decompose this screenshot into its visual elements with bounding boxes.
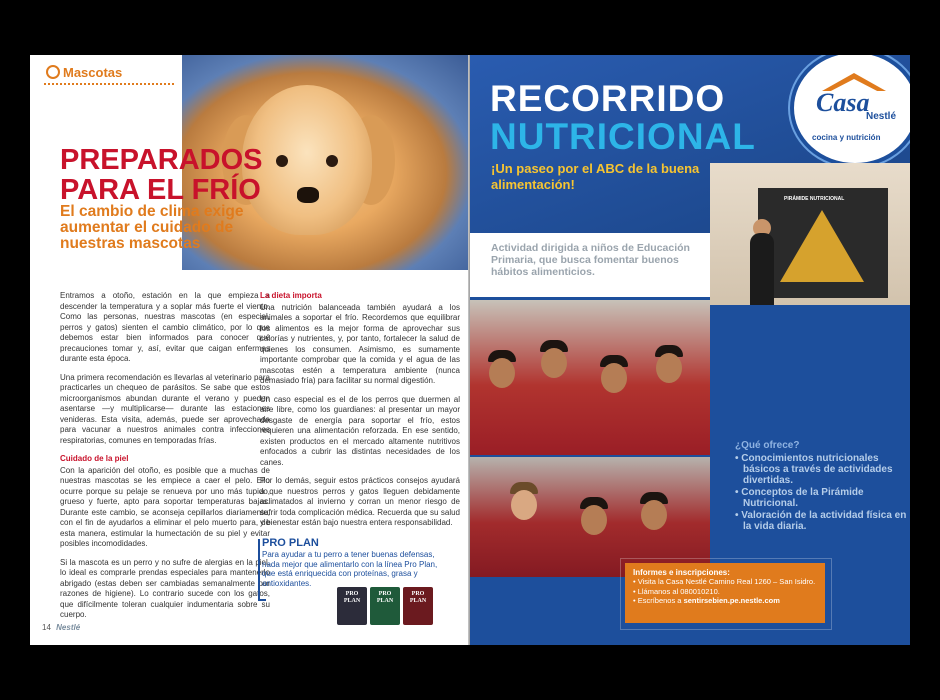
website-link[interactable]: sentirsebien.pe.nestle.com (683, 596, 780, 605)
section-tag (46, 65, 122, 80)
list-item: • Conocimientos nutricionales básicos a través de actividades divertidas. (735, 453, 893, 486)
info-heading: Informes e inscripciones: (633, 568, 730, 577)
nestle-logo: Nestlé (56, 623, 81, 632)
info-prefix: • Escríbenos a (633, 596, 684, 605)
paragraph: Por lo demás, seguir estos prácticos consejos ayudará a que nuestros perros y gatos lleguen debidamente aclimatados al invierno y corran un menor riesgo de sufrir toda complicación médica. Recuerda que su salud y bienestar están bajo nuestra entera responsabilidad. (260, 476, 460, 527)
info-line (633, 596, 817, 606)
paragraph: Si la mascota es un perro y no sufre de alergias en la piel, lo ideal es comprarle prendas especiales para mantenerlo abrigado (estas deben ser cambiadas semanalmente por razones de higiene). Lo contrario sucede con los gatos, que difícilmente toleran cualquier indumentaria sobre su cuerpo. (60, 557, 270, 619)
info-line: • Llámanos al 080010210. (633, 586, 720, 596)
logo-subtitle: cocina y nutrición (812, 133, 881, 142)
paragraph: Con la aparición del otoño, es posible que a muchas de nuestras mascotas se les empiece a caer el pelo. Ello ocurre porque su pelaje se renueva por uno más tupido, grueso y fuerte, apto para soportar temperaturas bajas. Durante este cambio, se aconseja cepillarlos diariamente, con el fin de ayudarlos a eliminar el pelo muerto para, de esta manera, estimular la humectación de su piel y evitar posibles incomodidades. (60, 465, 270, 548)
teacher-figure (750, 233, 774, 305)
bag-label: PRO PLAN (343, 591, 361, 604)
proplan-text: Para ayudar a tu perro a tener buenas defensas, nada mejor que alimentarlo con la línea Pro Plan, que está enriquecida con proteínas, grasa y antioxidantes. (262, 550, 438, 588)
child-face (601, 363, 627, 393)
offers-list (735, 453, 910, 532)
paragraph: Una nutrición balanceada también ayudará a los animales a soportar el frío. Recordemos que equilibrar los alimentos es la mejor forma de aprovechar sus calorías y nutrientes, y, por tanto, fortalecer la salud de quienes los consumen. Asimismo, es sumamente importante comprobar que la comida y el agua de las mascotas estén a temperatura ambiente (nunca demasiado fría) para facilitar su normal digestión. (260, 302, 460, 385)
info-box (625, 563, 825, 623)
section-heading: La dieta importa (260, 291, 322, 300)
text-column-2 (260, 291, 460, 537)
pyramid-board (758, 188, 888, 298)
teacher-pyramid-photo (710, 163, 910, 305)
section-heading: Cuidado de la piel (60, 454, 129, 463)
food-pyramid (780, 210, 864, 282)
page-number: 14 (42, 623, 51, 632)
article-subtitle: El cambio de clima exige aumentar el cuidado de nuestras mascotas (60, 203, 244, 252)
bag-label: PRO PLAN (409, 591, 427, 604)
paragraph: Una primera recomendación es llevarlas al veterinario para practicarles un chequeo de parásitos. Se sabe que estos microorganismos abundan durante el verano y pueden asentarse —y multiplicarse— durante las estaciones venideras. Esta visita, además, puede ser aprovechada para vacunar a nuestros animales contra infecciones respiratorias, comunes en temporadas frías. (60, 372, 270, 445)
text-column-1 (60, 291, 270, 629)
list-item: • Valoración de la actividad física en la vida diaria. (735, 510, 907, 532)
proplan-bag (337, 587, 367, 625)
intro-text: Actividad dirigida a niños de Educación Primaria, que busca fomentar buenos hábitos alimenticios. (491, 242, 690, 278)
child-face (656, 353, 682, 383)
bracket-decoration (258, 539, 266, 601)
logo-casa-text: Casa (816, 88, 870, 117)
puppy-eye (326, 155, 338, 167)
logo-nestle-text: Nestlé (866, 111, 897, 122)
puppy-nose (297, 187, 319, 203)
teacher-face (511, 490, 537, 520)
child-face (489, 358, 515, 388)
title-line-1: RECORRIDO (490, 78, 726, 119)
child-face (541, 348, 567, 378)
proplan-bag (370, 587, 400, 625)
info-line: • Visita la Casa Nestlé Camino Real 1260 – San Isidro. (633, 577, 816, 586)
title-line-2: NUTRICIONAL (490, 116, 756, 157)
proplan-bag (403, 587, 433, 625)
list-item: • Conceptos de la Pirámide Nutricional. (735, 487, 864, 509)
proplan-title: PRO PLAN (262, 537, 319, 549)
tagline: ¡Un paseo por el ABC de la buena alimentación! (491, 161, 700, 192)
proplan-ad (262, 537, 467, 633)
children-photo-1 (470, 300, 710, 455)
paragraph: Entramos a otoño, estación en la que empieza a descender la temperatura y a soplar más fuerte el viento. Como las personas, nuestras mascotas (en especial, perros y gatos) sienten el cambio climático, por lo que debemos estar bien informados para conocer qué precauciones tomar y, así, evitar que caigan enfermas durante esta época. (60, 291, 270, 363)
offers-heading: ¿Qué ofrece? (735, 440, 800, 451)
bag-label: PRO PLAN (376, 591, 394, 604)
article-title: PREPARADOS PARA EL FRÍO (60, 144, 263, 206)
left-page (30, 55, 470, 645)
board-title: PIRÁMIDE NUTRICIONAL (784, 196, 845, 202)
section-label: Mascotas (63, 65, 123, 80)
right-page (470, 55, 910, 645)
offers-section (735, 440, 910, 533)
dotted-divider (44, 83, 174, 85)
paragraph: Un caso especial es el de los perros que duermen al aire libre, como los guardianes: al presentar un mayor desgaste de energía para soportar el frío, estos requieren una alimentación reforzada. En ese sentido, existen productos en el mercado altamente nutritivos enfocados a cubrir las distintas necesidades de los canes. (260, 394, 460, 467)
child-face (641, 500, 667, 530)
page-footer (42, 623, 80, 632)
child-face (581, 505, 607, 535)
circle-arrow-icon (46, 65, 60, 79)
